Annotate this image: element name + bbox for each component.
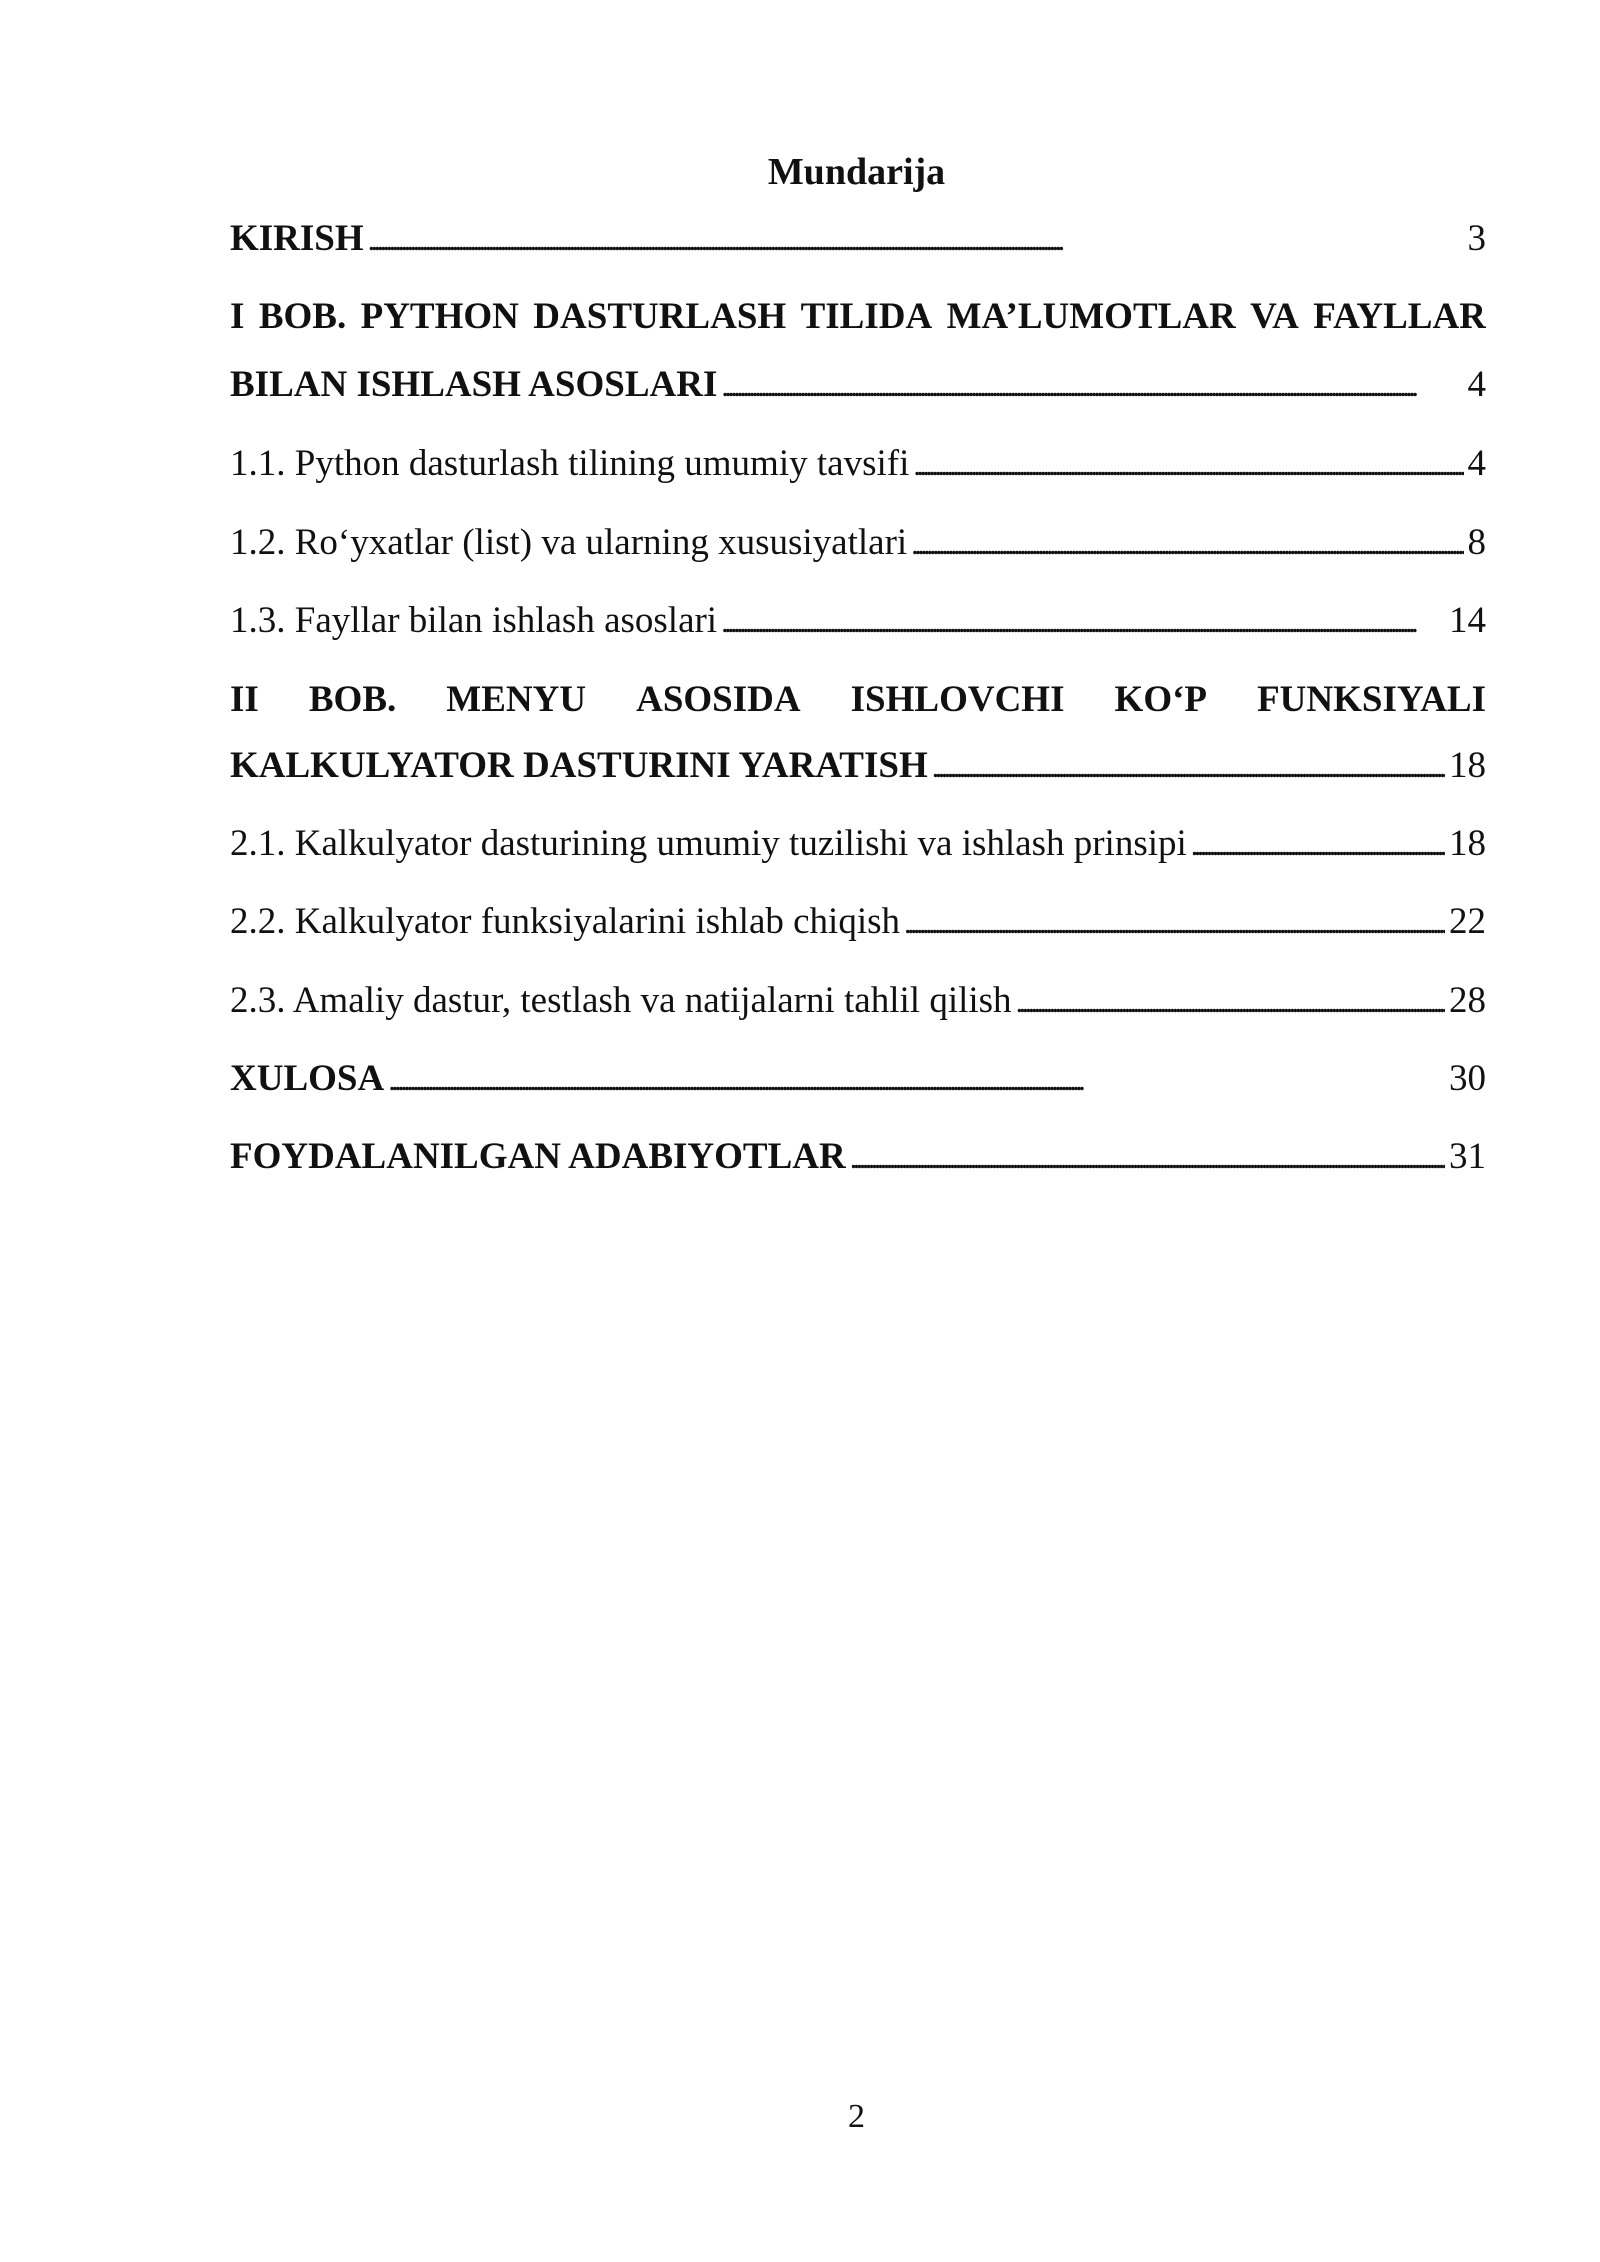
toc-entry-1-3[interactable]	[230, 597, 1486, 647]
dot-leader	[932, 742, 1445, 792]
dot-leader	[913, 440, 1463, 490]
toc-entry-kirish[interactable]	[230, 215, 1486, 265]
toc-entry-page: 3	[1467, 218, 1486, 259]
dot-leader	[1191, 820, 1445, 870]
toc-entry-page: 22	[1449, 901, 1486, 942]
toc-title: Mundarija	[767, 151, 946, 193]
toc-word: TILIDA	[800, 296, 933, 337]
toc-word: FUNKSIYALI	[1257, 679, 1486, 720]
toc-entry-label: 2.2. Kalkulyator funksiyalarini ishlab chiqish	[230, 901, 900, 942]
toc-entry-page: 28	[1449, 980, 1486, 1021]
toc-entry-chapter-2[interactable]	[230, 742, 1486, 792]
toc-entry-label: 1.3. Fayllar bilan ishlash asoslari	[230, 600, 718, 641]
toc-entry-label: 1.2. Ro‘yxatlar (list) va ularning xususiyatlari	[230, 522, 908, 563]
toc-entry-label: BILAN ISHLASH ASOSLARI	[230, 364, 718, 405]
toc-entry-2-3[interactable]	[230, 977, 1486, 1027]
toc-entry-page: 4	[1467, 364, 1486, 405]
dot-leader	[911, 519, 1463, 569]
toc-entry-1-2[interactable]	[230, 519, 1486, 569]
toc-word: KO‘P	[1114, 679, 1208, 720]
toc-entry-label: KALKULYATOR DASTURINI YARATISH	[230, 745, 928, 786]
toc-entry-label: 1.1. Python dasturlash tilining umumiy tavsifi	[230, 443, 910, 484]
page-number: 2	[848, 2098, 865, 2135]
toc-word: BOB.	[308, 679, 397, 720]
toc-entry-label: FOYDALANILGAN ADABIYOTLAR	[230, 1136, 846, 1177]
dot-leader	[388, 1055, 1445, 1105]
toc-word: DASTURLASH	[533, 296, 787, 337]
toc-entry-references[interactable]	[230, 1133, 1486, 1183]
dot-leader	[904, 898, 1445, 948]
toc-entry-1-1[interactable]	[230, 440, 1486, 490]
toc-entry-page: 4	[1467, 443, 1486, 484]
dot-leader	[850, 1133, 1445, 1183]
toc-word: VA	[1250, 296, 1299, 337]
toc-entry-page: 30	[1449, 1058, 1486, 1099]
toc-word: II	[230, 679, 259, 720]
toc-entry-xulosa[interactable]	[230, 1055, 1486, 1105]
toc-entry-page: 8	[1467, 522, 1486, 563]
dot-leader	[721, 361, 1463, 411]
toc-entry-label: XULOSA	[230, 1058, 385, 1099]
toc-entry-page: 31	[1449, 1136, 1486, 1177]
toc-word: BOB.	[258, 296, 347, 337]
toc-entry-label: 2.1. Kalkulyator dasturining umumiy tuzilishi va ishlash prinsipi	[230, 823, 1187, 864]
toc-entry-2-1[interactable]	[230, 820, 1486, 870]
toc-entry-2-2[interactable]	[230, 898, 1486, 948]
toc-word: I	[230, 296, 245, 337]
toc-entry-chapter-1[interactable]	[230, 361, 1486, 411]
toc-entry-page: 14	[1449, 600, 1486, 641]
toc-entry-page: 18	[1449, 823, 1486, 864]
toc-word: PYTHON	[360, 296, 519, 337]
toc-entry-page: 18	[1449, 745, 1486, 786]
toc-word: MA’LUMOTLAR	[946, 296, 1236, 337]
toc-entry-label: 2.3. Amaliy dastur, testlash va natijalarni tahlil qilish	[230, 980, 1012, 1021]
dot-leader	[1016, 977, 1445, 1027]
toc-entry-chapter-2-line1[interactable]	[230, 676, 1486, 724]
dot-leader	[721, 597, 1445, 647]
toc-word: FAYLLAR	[1313, 296, 1486, 337]
toc-entry-chapter-1-line1[interactable]	[230, 293, 1486, 341]
toc-word: ISHLOVCHI	[850, 679, 1065, 720]
toc-word: ASOSIDA	[636, 679, 801, 720]
dot-leader	[368, 215, 1464, 265]
toc-word: MENYU	[446, 679, 587, 720]
toc-entry-label: KIRISH	[230, 218, 364, 259]
